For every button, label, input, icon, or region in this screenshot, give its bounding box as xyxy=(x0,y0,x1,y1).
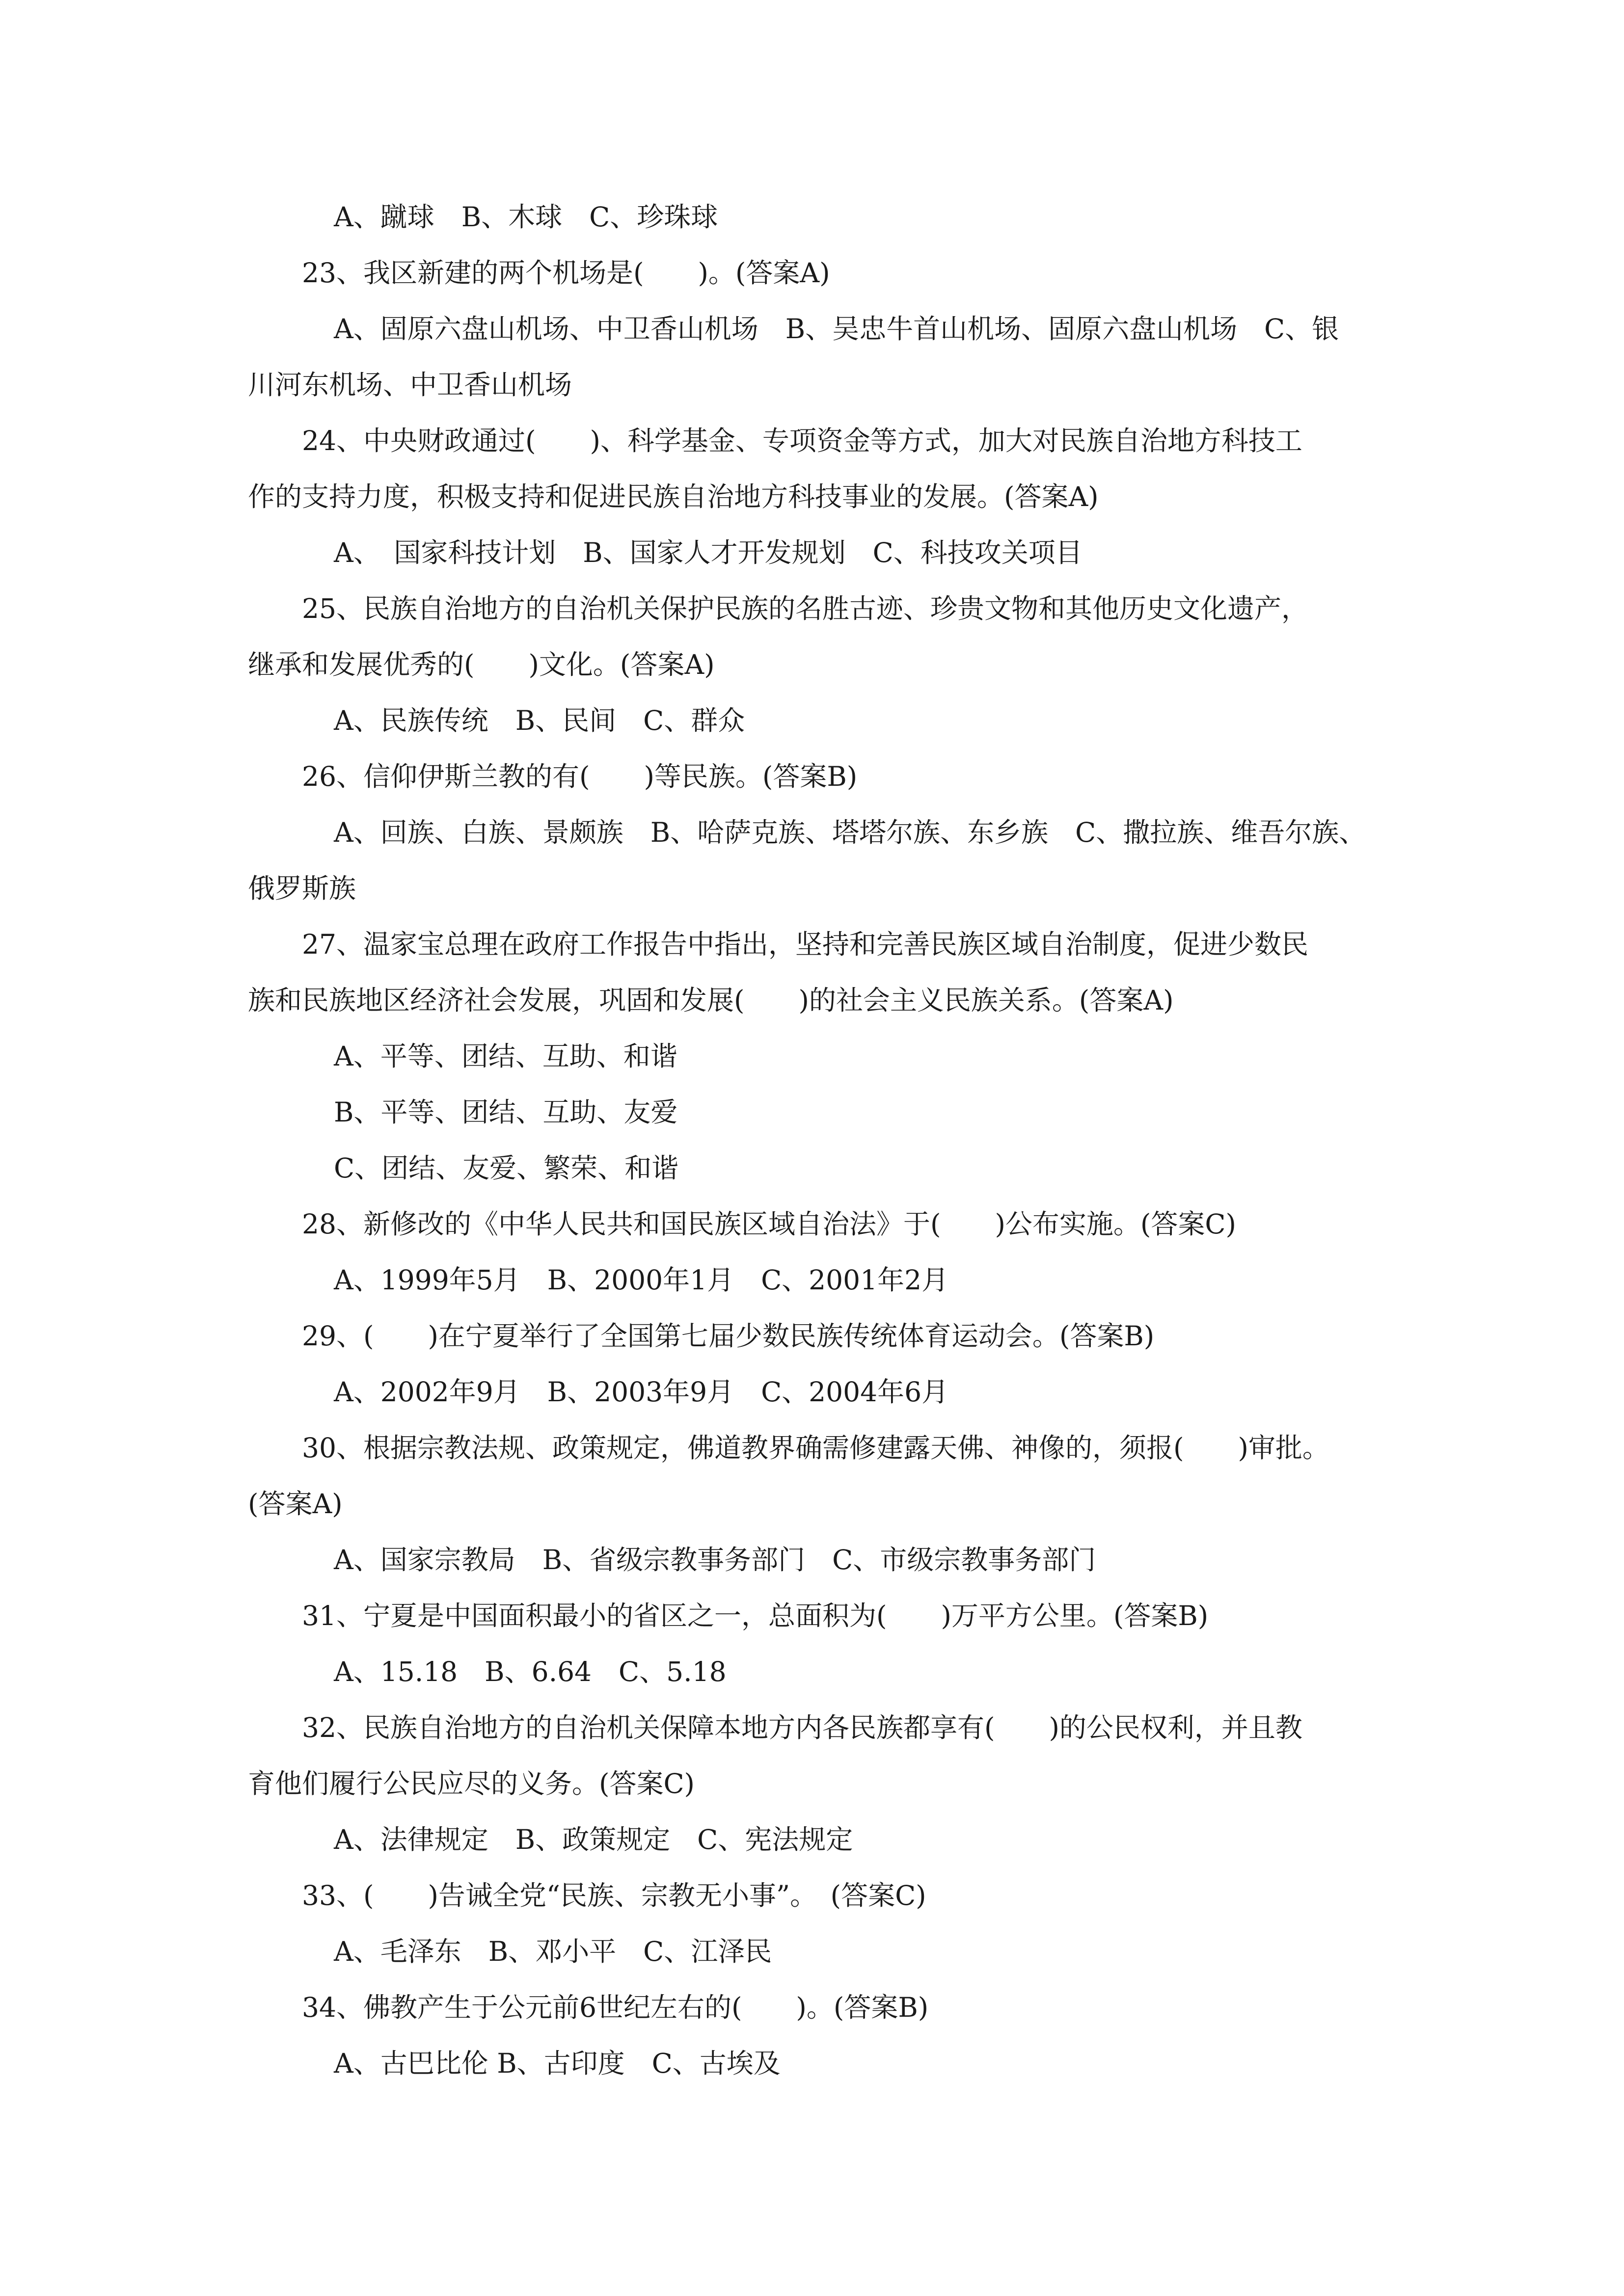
question-30: 30、根据宗教法规、政策规定，佛道教界确需修建露天佛、神像的，须报( )审批。 xyxy=(302,1432,1329,1464)
question-27-cont: 族和民族地区经济社会发展，巩固和发展( )的社会主义民族关系。(答案A) xyxy=(248,985,1174,1016)
option-line-q22: A、蹴球 B、木球 C、珍珠球 xyxy=(334,201,718,233)
option-line-q30: A、国家宗教局 B、省级宗教事务部门 C、市级宗教事务部门 xyxy=(334,1544,1096,1575)
question-26: 26、信仰伊斯兰教的有( )等民族。(答案B) xyxy=(302,761,858,792)
option-a-q27: A、平等、团结、互助、和谐 xyxy=(334,1041,677,1072)
option-line-q26: A、回族、白族、景颇族 B、哈萨克族、塔塔尔族、东乡族 C、撒拉族、维吾尔族、 xyxy=(334,817,1366,848)
question-24-cont: 作的支持力度，积极支持和促进民族自治地方科技事业的发展。(答案A) xyxy=(248,481,1099,512)
option-line-q25: A、民族传统 B、民间 C、群众 xyxy=(334,705,745,736)
question-23: 23、我区新建的两个机场是( )。(答案A) xyxy=(302,257,830,289)
option-line-q34: A、古巴比伦 B、古印度 C、古埃及 xyxy=(334,2048,781,2079)
question-29: 29、( )在宁夏举行了全国第七届少数民族传统体育运动会。(答案B) xyxy=(302,1320,1155,1352)
option-line-q26-cont: 俄罗斯族 xyxy=(248,873,356,904)
option-line-q24: A、 国家科技计划 B、国家人才开发规划 C、科技攻关项目 xyxy=(334,537,1083,568)
question-33: 33、( )告诫全党“民族、宗教无小事”。 (答案C) xyxy=(302,1880,926,1911)
option-line-q33: A、毛泽东 B、邓小平 C、江泽民 xyxy=(334,1936,772,1967)
question-25-cont: 继承和发展优秀的( )文化。(答案A) xyxy=(248,649,715,680)
option-line-q32: A、法律规定 B、政策规定 C、宪法规定 xyxy=(334,1824,853,1855)
option-line-q29: A、2002年9月 B、2003年9月 C、2004年6月 xyxy=(334,1376,949,1408)
option-line-q23-cont: 川河东机场、中卫香山机场 xyxy=(248,369,572,400)
option-c-q27: C、团结、友爱、繁荣、和谐 xyxy=(334,1152,679,1184)
option-line-q31: A、15.18 B、6.64 C、5.18 xyxy=(334,1656,727,1687)
question-list xyxy=(248,189,1407,2091)
question-34: 34、佛教产生于公元前6世纪左右的( )。(答案B) xyxy=(302,1992,929,2023)
option-line-q28: A、1999年5月 B、2000年1月 C、2001年2月 xyxy=(334,1264,949,1296)
option-line-q23: A、固原六盘山机场、中卫香山机场 B、吴忠牛首山机场、固原六盘山机场 C、银 xyxy=(334,313,1339,345)
question-30-cont: (答案A) xyxy=(248,1488,343,1520)
question-25: 25、民族自治地方的自治机关保护民族的名胜古迹、珍贵文物和其他历史文化遗产， xyxy=(302,593,1308,624)
question-28: 28、新修改的《中华人民共和国民族区域自治法》于( )公布实施。(答案C) xyxy=(302,1208,1236,1240)
option-b-q27: B、平等、团结、互助、友爱 xyxy=(334,1096,678,1128)
question-31: 31、宁夏是中国面积最小的省区之一，总面积为( )万平方公里。(答案B) xyxy=(302,1600,1209,1631)
question-32-cont: 育他们履行公民应尽的义务。(答案C) xyxy=(248,1768,695,1799)
question-32: 32、民族自治地方的自治机关保障本地方内各民族都享有( )的公民权利，并且教 xyxy=(302,1712,1302,1743)
question-24: 24、中央财政通过( )、科学基金、专项资金等方式，加大对民族自治地方科技工 xyxy=(302,425,1302,456)
question-27: 27、温家宝总理在政府工作报告中指出，坚持和完善民族区域自治制度，促进少数民 xyxy=(302,929,1308,960)
